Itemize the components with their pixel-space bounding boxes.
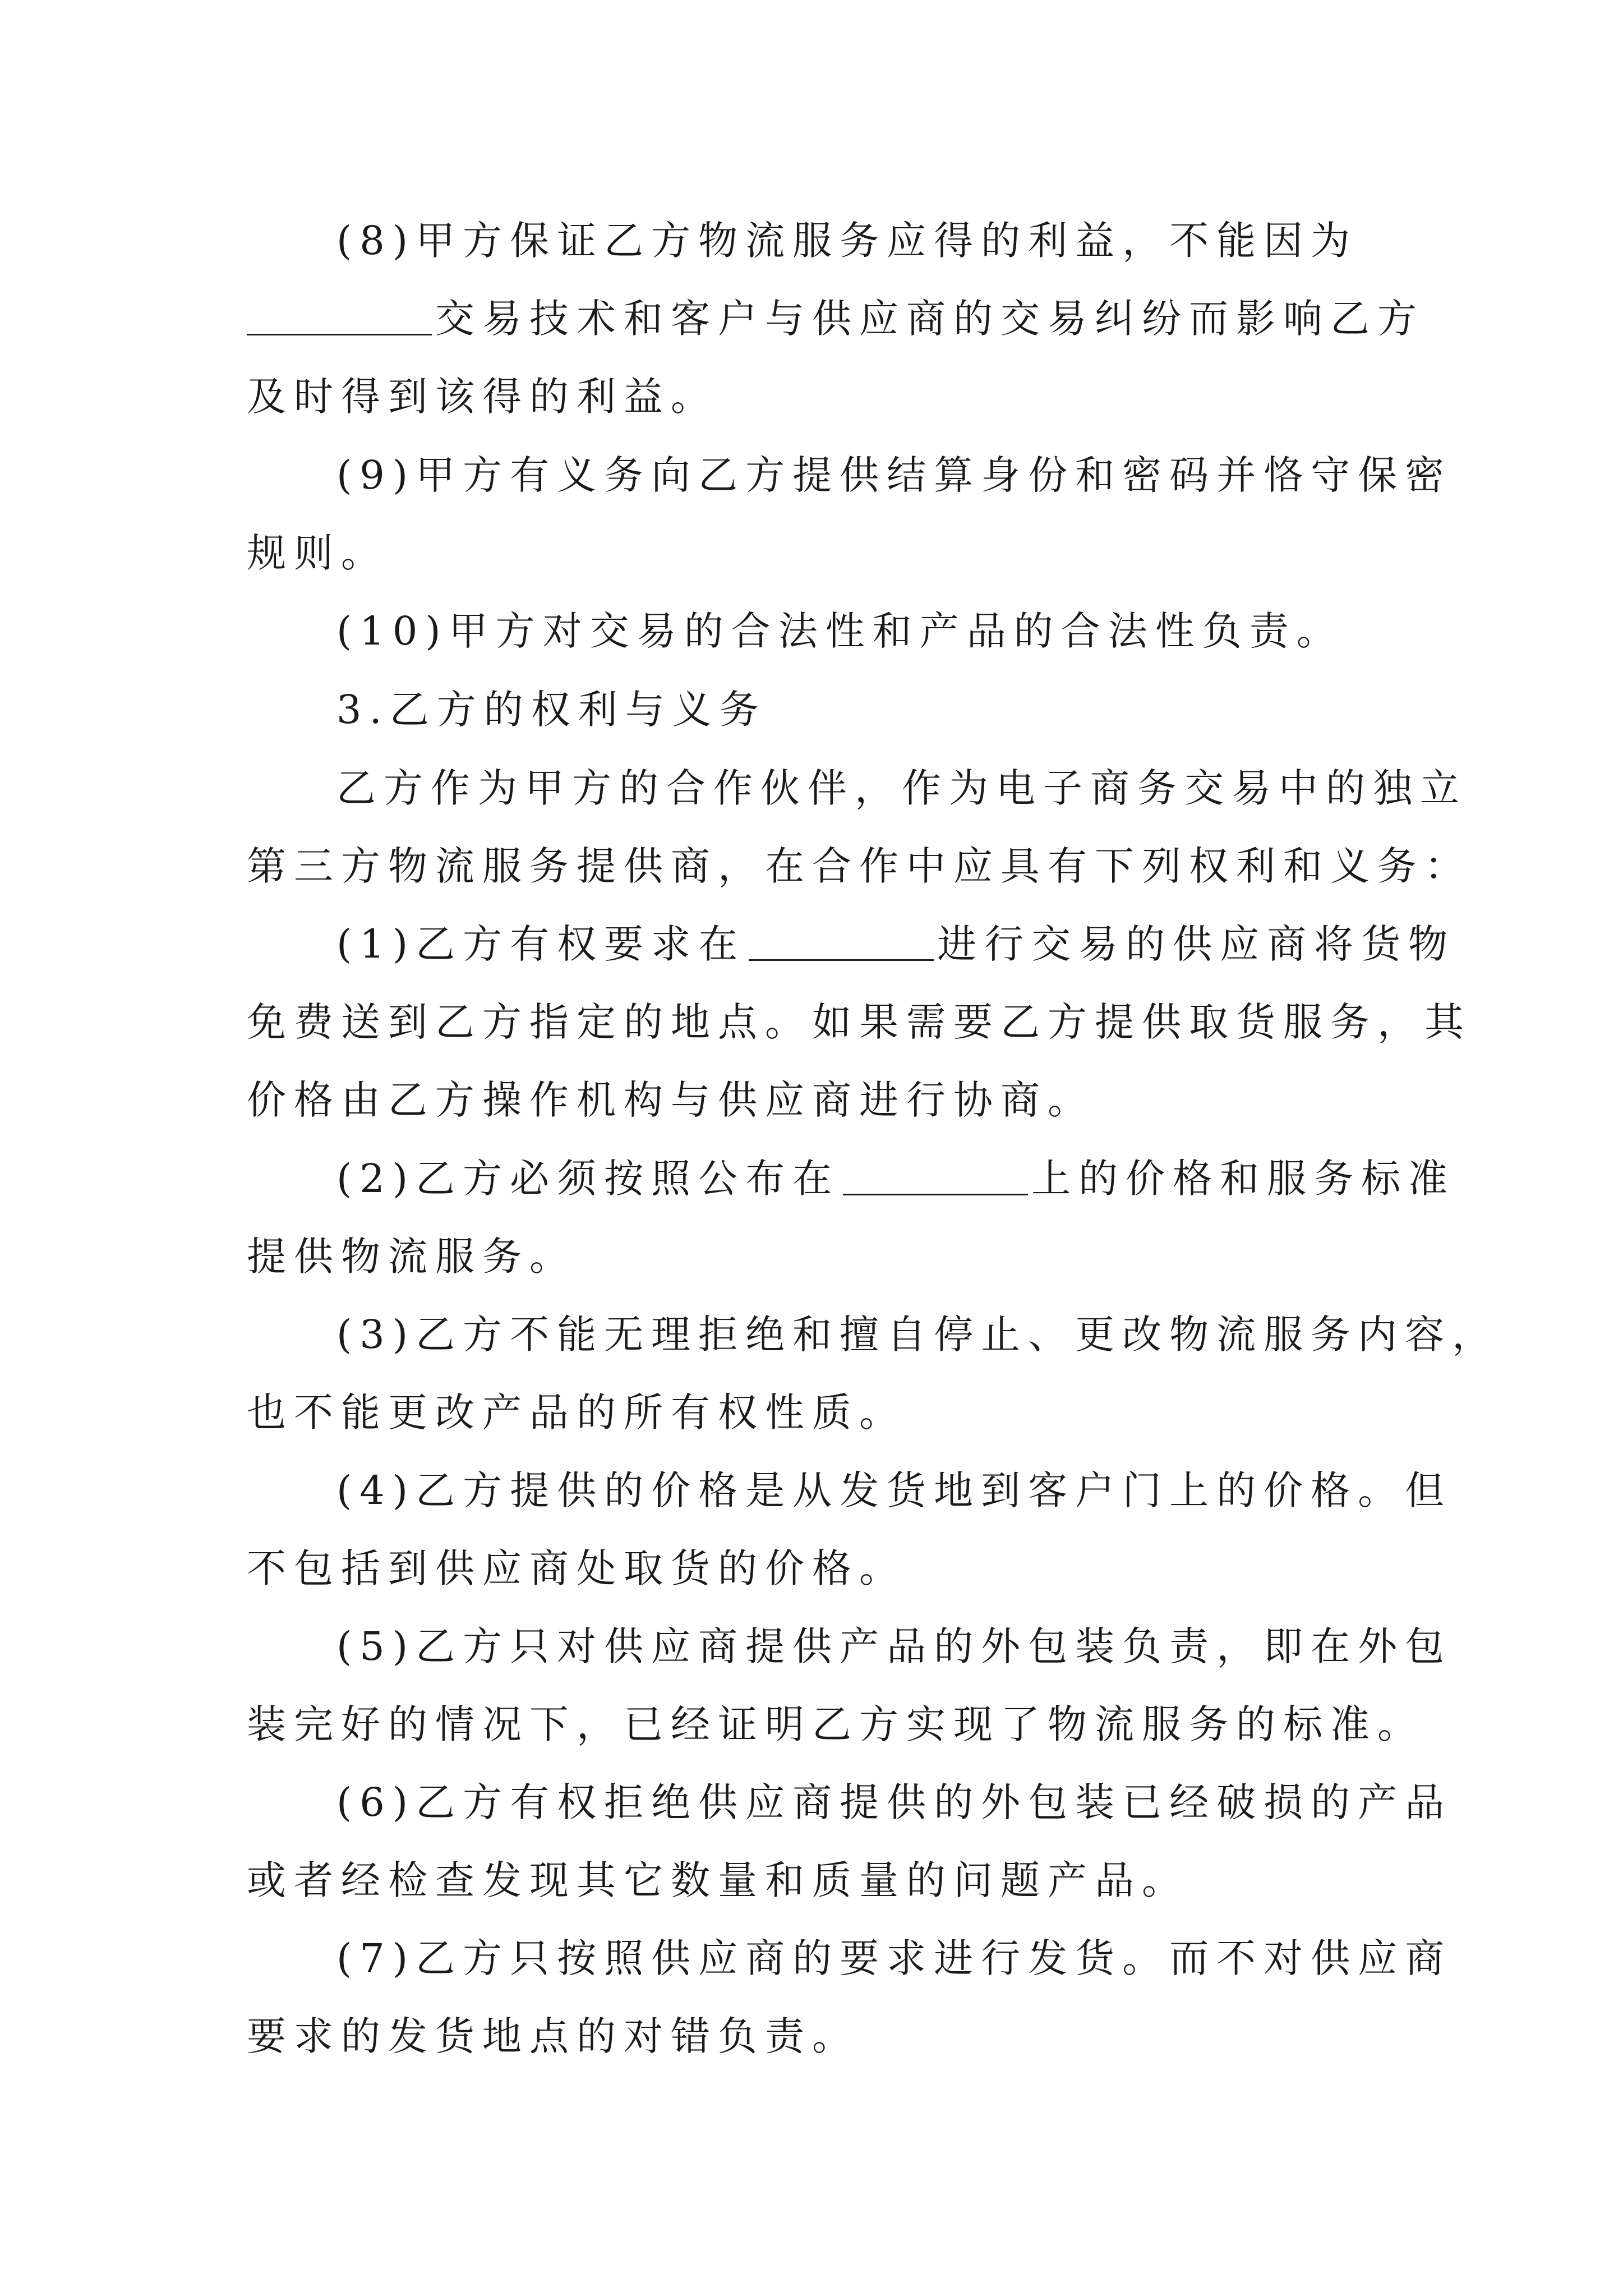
text-line: (5)乙方只对供应商提供产品的外包装负责，即在外包 (336, 1623, 1453, 1669)
text-line: (10)甲方对交易的合法性和产品的合法性负责。 (336, 608, 1344, 654)
text-line: 要求的发货地点的对错负责。 (247, 2013, 859, 2059)
text-line: (4)乙方提供的价格是从发货地到客户门上的价格。但 (336, 1467, 1453, 1513)
text-line: 提供物流服务。 (247, 1234, 577, 1280)
text-span: 交易技术和客户与供应商的交易纠纷而影响乙方 (435, 296, 1424, 342)
fill-in-blank[interactable] (247, 295, 432, 335)
paragraph-item-b7 (247, 1920, 1453, 2076)
text-line: 不包括到供应商处取货的价格。 (247, 1545, 906, 1591)
text-line: (6)乙方有权拒绝供应商提供的外包装已经破损的产品 (336, 1779, 1453, 1825)
text-line: 或者经检查发现其它数量和质量的问题产品。 (247, 1857, 1189, 1903)
paragraph-intro-b (247, 749, 1472, 905)
paragraph-item-a9 (247, 436, 1453, 592)
paragraph-item-b3 (247, 1296, 1500, 1452)
text-line: 免费送到乙方指定的地点。如果需要乙方提供取货服务，其 (247, 999, 1472, 1045)
text-line (247, 280, 1424, 358)
text-line (247, 1140, 1456, 1218)
paragraph-item-b5 (247, 1608, 1453, 1764)
text-span: 进行交易的供应商将货物 (937, 921, 1456, 967)
paragraph-item-b6 (247, 1764, 1453, 1920)
text-span: (2)乙方必须按照公布在 (336, 1156, 840, 1202)
text-line: 3.乙方的权利与义务 (336, 687, 767, 733)
text-line: (7)乙方只按照供应商的要求进行发货。而不对供应商 (336, 1935, 1453, 1981)
text-span: (1)乙方有权要求在 (336, 921, 746, 967)
fill-in-blank[interactable] (749, 920, 934, 961)
text-line: 乙方作为甲方的合作伙伴，作为电子商务交易中的独立 (336, 765, 1467, 811)
paragraph-item-b4 (247, 1452, 1453, 1608)
text-line: 及时得到该得的利益。 (247, 374, 718, 420)
text-line: (8)甲方保证乙方物流服务应得的利益，不能因为 (336, 218, 1358, 264)
fill-in-blank[interactable] (843, 1154, 1028, 1195)
text-line: 第三方物流服务提供商，在合作中应具有下列权利和义务： (247, 843, 1472, 889)
section-heading (247, 671, 1380, 749)
text-line: (3)乙方不能无理拒绝和擅自停止、更改物流服务内容， (336, 1312, 1500, 1358)
paragraph-item-b2 (247, 1140, 1456, 1296)
text-line: (9)甲方有义务向乙方提供结算身份和密码并恪守保密 (336, 452, 1453, 498)
text-span: 上的价格和服务标准 (1031, 1156, 1456, 1202)
paragraph-item-b1 (247, 905, 1472, 1139)
text-line (247, 905, 1456, 983)
text-line: 装完好的情况下，已经证明乙方实现了物流服务的标准。 (247, 1701, 1424, 1747)
text-line: 规则。 (247, 530, 388, 576)
text-line: 也不能更改产品的所有权性质。 (247, 1389, 906, 1435)
text-line: 价格由乙方操作机构与供应商进行协商。 (247, 1077, 1095, 1123)
paragraph-item-a8 (247, 202, 1424, 436)
paragraph-item-a10 (247, 592, 1380, 670)
